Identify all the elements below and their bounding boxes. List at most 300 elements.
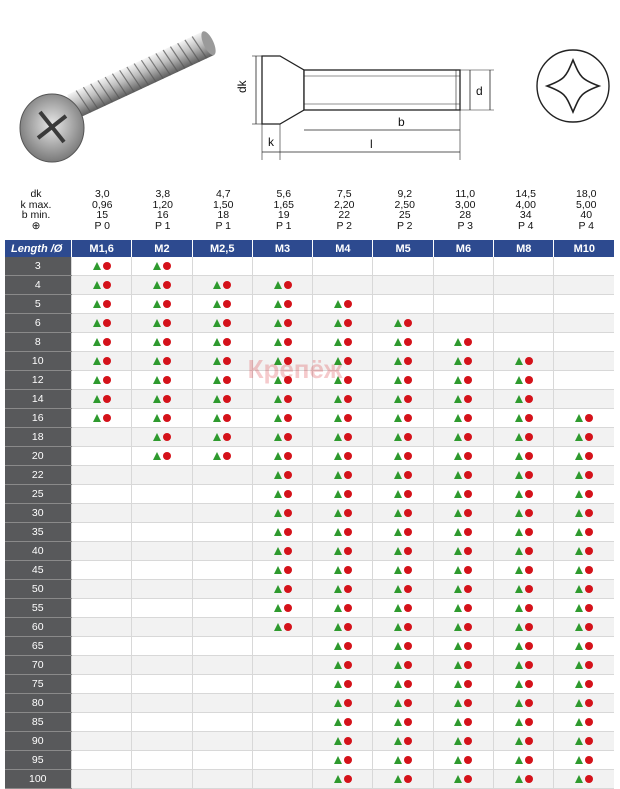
red-dot-icon xyxy=(103,338,111,346)
red-dot-icon xyxy=(525,623,533,631)
availability-marks xyxy=(394,318,412,328)
availability-marks xyxy=(394,755,412,765)
red-dot-icon xyxy=(344,680,352,688)
green-triangle-icon xyxy=(515,604,523,612)
availability-marks xyxy=(394,527,412,537)
availability-marks xyxy=(515,755,533,765)
green-triangle-icon xyxy=(394,319,402,327)
red-dot-icon xyxy=(103,395,111,403)
table-row xyxy=(5,618,615,637)
availability-cell xyxy=(433,485,493,504)
availability-marks xyxy=(575,413,593,423)
table-row xyxy=(5,580,615,599)
availability-cell xyxy=(494,428,554,447)
green-triangle-icon xyxy=(213,357,221,365)
availability-marks xyxy=(274,318,292,328)
green-triangle-icon xyxy=(394,414,402,422)
red-dot-icon xyxy=(525,566,533,574)
availability-cell xyxy=(554,428,614,447)
green-triangle-icon xyxy=(93,395,101,403)
length-cell: 14 xyxy=(5,390,72,409)
green-triangle-icon xyxy=(334,642,342,650)
red-dot-icon xyxy=(404,547,412,555)
green-triangle-icon xyxy=(153,452,161,460)
red-dot-icon xyxy=(464,680,472,688)
red-dot-icon xyxy=(223,300,231,308)
red-dot-icon xyxy=(163,433,171,441)
green-triangle-icon xyxy=(515,547,523,555)
table-row xyxy=(5,276,615,295)
green-triangle-icon xyxy=(515,756,523,764)
availability-marks xyxy=(274,356,292,366)
green-triangle-icon xyxy=(213,433,221,441)
green-triangle-icon xyxy=(394,509,402,517)
green-triangle-icon xyxy=(274,376,282,384)
spec-value: 3,8 xyxy=(155,188,171,200)
availability-cell xyxy=(313,371,373,390)
availability-cell xyxy=(494,561,554,580)
availability-cell xyxy=(132,770,192,789)
availability-cell xyxy=(494,295,554,314)
spec-value: P 2 xyxy=(336,219,353,232)
red-dot-icon xyxy=(525,661,533,669)
spec-value: 1,65 xyxy=(273,198,294,211)
availability-marks xyxy=(334,660,352,670)
spec-value: 9,2 xyxy=(397,188,413,200)
availability-cell xyxy=(72,390,132,409)
availability-marks xyxy=(454,527,472,537)
green-triangle-icon xyxy=(274,319,282,327)
availability-cell xyxy=(192,637,252,656)
availability-marks xyxy=(394,337,412,347)
availability-cell xyxy=(192,409,252,428)
green-triangle-icon xyxy=(454,376,462,384)
green-triangle-icon xyxy=(153,281,161,289)
availability-cell xyxy=(373,751,433,770)
length-cell: 16 xyxy=(5,409,72,428)
red-dot-icon xyxy=(585,490,593,498)
red-dot-icon xyxy=(585,452,593,460)
green-triangle-icon xyxy=(274,471,282,479)
green-triangle-icon xyxy=(213,300,221,308)
availability-marks xyxy=(334,394,352,404)
availability-marks xyxy=(515,622,533,632)
spec-value: P 2 xyxy=(396,219,413,232)
availability-cell xyxy=(132,352,192,371)
green-triangle-icon xyxy=(334,718,342,726)
availability-cell xyxy=(494,333,554,352)
red-dot-icon xyxy=(464,756,472,764)
availability-cell xyxy=(192,732,252,751)
red-dot-icon xyxy=(585,471,593,479)
length-cell: 55 xyxy=(5,599,72,618)
green-triangle-icon xyxy=(454,699,462,707)
availability-cell xyxy=(554,561,614,580)
red-dot-icon xyxy=(284,357,292,365)
availability-cell xyxy=(72,257,132,276)
availability-marks xyxy=(575,584,593,594)
green-triangle-icon xyxy=(274,395,282,403)
availability-marks xyxy=(454,394,472,404)
red-dot-icon xyxy=(284,566,292,574)
availability-cell xyxy=(373,428,433,447)
red-dot-icon xyxy=(103,281,111,289)
red-dot-icon xyxy=(404,528,412,536)
availability-marks xyxy=(575,451,593,461)
availability-marks xyxy=(454,470,472,480)
availability-cell xyxy=(373,675,433,694)
availability-marks xyxy=(334,318,352,328)
availability-cell xyxy=(494,732,554,751)
availability-marks xyxy=(515,527,533,537)
availability-marks xyxy=(515,603,533,613)
availability-cell xyxy=(433,352,493,371)
green-triangle-icon xyxy=(394,452,402,460)
availability-marks xyxy=(153,375,171,385)
length-cell: 80 xyxy=(5,694,72,713)
availability-marks xyxy=(213,299,231,309)
table-row xyxy=(5,314,615,333)
green-triangle-icon xyxy=(274,604,282,612)
availability-cell xyxy=(494,656,554,675)
green-triangle-icon xyxy=(575,661,583,669)
green-triangle-icon xyxy=(334,471,342,479)
availability-marks xyxy=(515,451,533,461)
green-triangle-icon xyxy=(93,357,101,365)
availability-cell xyxy=(554,257,614,276)
green-triangle-icon xyxy=(515,433,523,441)
availability-cell xyxy=(554,751,614,770)
green-triangle-icon xyxy=(575,414,583,422)
availability-cell xyxy=(252,523,312,542)
spec-value: 18 xyxy=(217,209,230,221)
availability-cell xyxy=(252,295,312,314)
availability-cell xyxy=(72,466,132,485)
availability-cell xyxy=(192,352,252,371)
spec-value: P 4 xyxy=(517,219,534,232)
green-triangle-icon xyxy=(274,452,282,460)
red-dot-icon xyxy=(404,376,412,384)
size-header: M6 xyxy=(433,240,493,257)
availability-cell xyxy=(313,447,373,466)
green-triangle-icon xyxy=(515,623,523,631)
spec-value: 1,20 xyxy=(152,198,173,211)
availability-marks xyxy=(515,717,533,727)
availability-cell xyxy=(252,561,312,580)
availability-cell xyxy=(313,561,373,580)
availability-cell xyxy=(313,295,373,314)
red-dot-icon xyxy=(404,623,412,631)
availability-cell xyxy=(192,504,252,523)
green-triangle-icon xyxy=(394,718,402,726)
red-dot-icon xyxy=(284,376,292,384)
availability-marks xyxy=(153,337,171,347)
availability-cell xyxy=(252,352,312,371)
green-triangle-icon xyxy=(93,300,101,308)
availability-marks xyxy=(454,451,472,461)
table-row xyxy=(5,770,615,789)
availability-cell xyxy=(554,523,614,542)
availability-cell xyxy=(72,694,132,713)
red-dot-icon xyxy=(344,585,352,593)
availability-cell xyxy=(373,276,433,295)
red-dot-icon xyxy=(585,623,593,631)
availability-cell xyxy=(554,656,614,675)
red-dot-icon xyxy=(525,376,533,384)
red-dot-icon xyxy=(344,661,352,669)
red-dot-icon xyxy=(464,642,472,650)
spec-value: 5,00 xyxy=(576,198,597,211)
availability-cell xyxy=(132,466,192,485)
table-row xyxy=(5,523,615,542)
green-triangle-icon xyxy=(334,395,342,403)
red-dot-icon xyxy=(344,471,352,479)
green-triangle-icon xyxy=(213,395,221,403)
green-triangle-icon xyxy=(394,775,402,783)
availability-marks xyxy=(575,565,593,575)
spec-value: 11,0 xyxy=(455,188,476,200)
green-triangle-icon xyxy=(153,357,161,365)
availability-marks xyxy=(394,375,412,385)
red-dot-icon xyxy=(525,547,533,555)
availability-cell xyxy=(494,257,554,276)
availability-marks xyxy=(274,394,292,404)
green-triangle-icon xyxy=(394,756,402,764)
red-dot-icon xyxy=(103,414,111,422)
availability-marks xyxy=(454,546,472,556)
dim-b-label: b xyxy=(398,115,405,129)
availability-cell xyxy=(252,713,312,732)
availability-cell xyxy=(313,466,373,485)
green-triangle-icon xyxy=(454,414,462,422)
availability-cell xyxy=(72,371,132,390)
availability-cell xyxy=(554,599,614,618)
length-cell: 3 xyxy=(5,257,72,276)
availability-cell xyxy=(494,352,554,371)
availability-cell xyxy=(494,637,554,656)
availability-table xyxy=(4,240,614,789)
green-triangle-icon xyxy=(575,623,583,631)
availability-cell xyxy=(313,618,373,637)
table-row xyxy=(5,637,615,656)
availability-cell xyxy=(252,732,312,751)
green-triangle-icon xyxy=(394,528,402,536)
availability-cell xyxy=(373,713,433,732)
red-dot-icon xyxy=(525,490,533,498)
red-dot-icon xyxy=(284,395,292,403)
green-triangle-icon xyxy=(575,604,583,612)
green-triangle-icon xyxy=(575,642,583,650)
spec-value: 0,96 xyxy=(92,198,113,211)
green-triangle-icon xyxy=(153,300,161,308)
availability-cell xyxy=(192,770,252,789)
availability-cell xyxy=(192,523,252,542)
green-triangle-icon xyxy=(153,262,161,270)
red-dot-icon xyxy=(344,433,352,441)
availability-cell xyxy=(494,580,554,599)
table-row xyxy=(5,542,615,561)
availability-cell xyxy=(433,390,493,409)
green-triangle-icon xyxy=(334,699,342,707)
availability-marks xyxy=(394,774,412,784)
availability-cell xyxy=(433,466,493,485)
green-triangle-icon xyxy=(334,509,342,517)
red-dot-icon xyxy=(525,395,533,403)
length-cell: 30 xyxy=(5,504,72,523)
availability-cell xyxy=(72,333,132,352)
availability-marks xyxy=(334,698,352,708)
availability-cell xyxy=(192,751,252,770)
red-dot-icon xyxy=(464,547,472,555)
availability-cell xyxy=(433,333,493,352)
red-dot-icon xyxy=(344,604,352,612)
red-dot-icon xyxy=(163,300,171,308)
availability-marks xyxy=(274,375,292,385)
availability-marks xyxy=(575,527,593,537)
availability-cell xyxy=(554,580,614,599)
availability-cell xyxy=(252,447,312,466)
availability-marks xyxy=(394,413,412,423)
availability-marks xyxy=(334,774,352,784)
size-header: M2 xyxy=(132,240,192,257)
red-dot-icon xyxy=(103,300,111,308)
green-triangle-icon xyxy=(213,338,221,346)
red-dot-icon xyxy=(404,452,412,460)
availability-marks xyxy=(213,413,231,423)
green-triangle-icon xyxy=(454,509,462,517)
red-dot-icon xyxy=(404,509,412,517)
red-dot-icon xyxy=(284,509,292,517)
availability-cell xyxy=(313,352,373,371)
red-dot-icon xyxy=(344,376,352,384)
availability-cell xyxy=(132,428,192,447)
phillips-drive-icon xyxy=(537,50,609,122)
red-dot-icon xyxy=(284,319,292,327)
availability-cell xyxy=(192,561,252,580)
red-dot-icon xyxy=(223,452,231,460)
availability-cell xyxy=(373,504,433,523)
availability-cell xyxy=(433,295,493,314)
red-dot-icon xyxy=(223,433,231,441)
availability-cell xyxy=(554,542,614,561)
availability-marks xyxy=(575,660,593,670)
availability-cell xyxy=(554,713,614,732)
availability-marks xyxy=(454,736,472,746)
availability-cell xyxy=(313,485,373,504)
availability-cell xyxy=(313,675,373,694)
spec-value: P 1 xyxy=(275,219,292,232)
availability-cell xyxy=(132,713,192,732)
spec-row-b xyxy=(0,210,620,221)
availability-cell xyxy=(433,732,493,751)
red-dot-icon xyxy=(284,452,292,460)
red-dot-icon xyxy=(344,775,352,783)
availability-marks xyxy=(334,755,352,765)
table-row xyxy=(5,333,615,352)
red-dot-icon xyxy=(344,338,352,346)
red-dot-icon xyxy=(223,319,231,327)
green-triangle-icon xyxy=(153,395,161,403)
availability-marks xyxy=(213,280,231,290)
red-dot-icon xyxy=(585,680,593,688)
green-triangle-icon xyxy=(334,756,342,764)
availability-marks xyxy=(274,489,292,499)
availability-cell xyxy=(494,599,554,618)
red-dot-icon xyxy=(163,376,171,384)
table-row xyxy=(5,656,615,675)
availability-cell xyxy=(433,694,493,713)
table-row xyxy=(5,428,615,447)
green-triangle-icon xyxy=(274,585,282,593)
red-dot-icon xyxy=(525,414,533,422)
red-dot-icon xyxy=(525,452,533,460)
table-row xyxy=(5,352,615,371)
availability-cell xyxy=(313,257,373,276)
availability-marks xyxy=(394,470,412,480)
availability-marks xyxy=(334,375,352,385)
availability-marks xyxy=(213,451,231,461)
availability-marks xyxy=(213,337,231,347)
red-dot-icon xyxy=(344,414,352,422)
green-triangle-icon xyxy=(394,433,402,441)
green-triangle-icon xyxy=(515,680,523,688)
availability-cell xyxy=(313,276,373,295)
red-dot-icon xyxy=(404,775,412,783)
red-dot-icon xyxy=(284,585,292,593)
red-dot-icon xyxy=(223,395,231,403)
red-dot-icon xyxy=(344,642,352,650)
spec-value: P 1 xyxy=(215,219,232,232)
availability-marks xyxy=(213,375,231,385)
availability-marks xyxy=(274,451,292,461)
table-row xyxy=(5,751,615,770)
availability-cell xyxy=(192,580,252,599)
availability-marks xyxy=(334,451,352,461)
availability-cell xyxy=(433,447,493,466)
red-dot-icon xyxy=(525,718,533,726)
spec-value: 2,20 xyxy=(334,198,355,211)
spec-label-k: k max. xyxy=(20,198,52,211)
green-triangle-icon xyxy=(394,395,402,403)
availability-marks xyxy=(454,337,472,347)
length-cell: 95 xyxy=(5,751,72,770)
availability-cell xyxy=(72,751,132,770)
size-header: M2,5 xyxy=(192,240,252,257)
availability-marks xyxy=(93,375,111,385)
green-triangle-icon xyxy=(515,452,523,460)
table-row xyxy=(5,599,615,618)
availability-cell xyxy=(433,257,493,276)
availability-marks xyxy=(515,432,533,442)
green-triangle-icon xyxy=(575,528,583,536)
red-dot-icon xyxy=(404,357,412,365)
availability-cell xyxy=(554,770,614,789)
availability-marks xyxy=(153,451,171,461)
availability-cell xyxy=(252,466,312,485)
availability-cell xyxy=(132,390,192,409)
availability-marks xyxy=(454,413,472,423)
availability-cell xyxy=(252,637,312,656)
availability-marks xyxy=(153,261,171,271)
green-triangle-icon xyxy=(515,566,523,574)
availability-cell xyxy=(494,390,554,409)
red-dot-icon xyxy=(525,756,533,764)
length-cell: 70 xyxy=(5,656,72,675)
red-dot-icon xyxy=(525,737,533,745)
availability-cell xyxy=(132,732,192,751)
availability-marks xyxy=(394,584,412,594)
availability-cell xyxy=(494,542,554,561)
